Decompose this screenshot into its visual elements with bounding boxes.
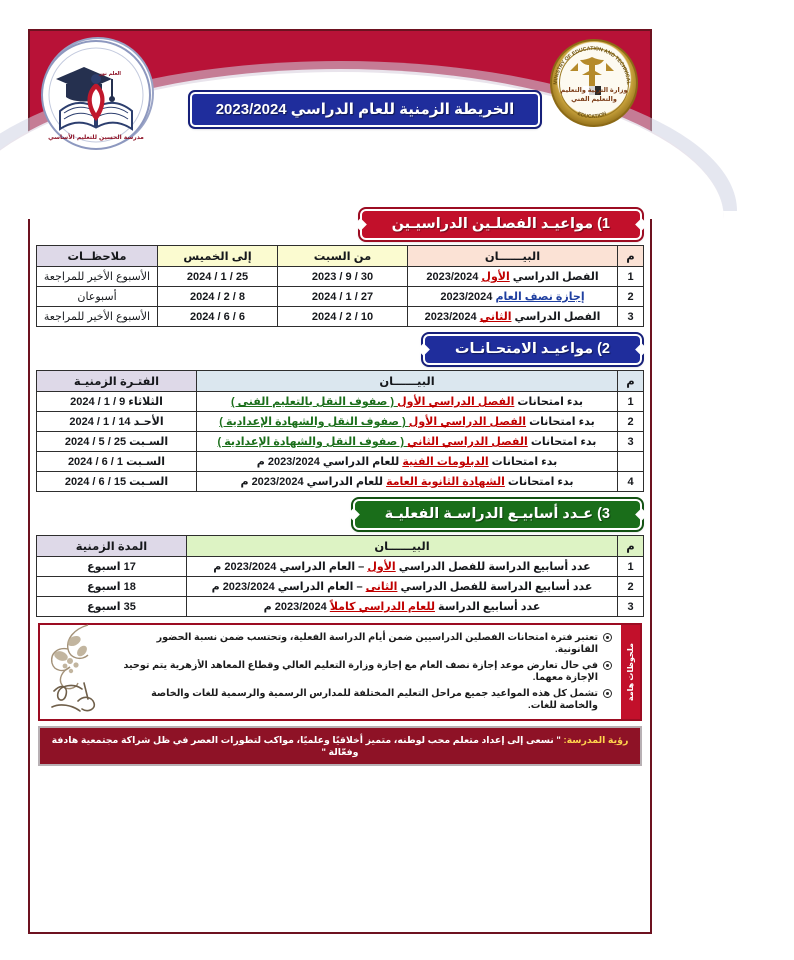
note-text: في حال تعارض موعد إجازة نصف العام مع إجازة وزارة التعليم العالي وقطاع المعاهد الأزهرية يتم توحيد الإجازة معهما. (124, 659, 599, 683)
cell-notes: الأسبوع الأخير للمراجعة (38, 267, 159, 287)
cell-bayan (198, 392, 619, 412)
cell-num: 1 (619, 267, 645, 287)
bayan-prefix: عدد أسابيع الدراسة (435, 601, 542, 613)
seal-curved-text (549, 41, 637, 129)
notes-side-label (621, 625, 641, 719)
note-text: تشمل كل هذه المواعيد جميع مراحل التعليم المختلفة للمدارس الرسمية والرسمية للغات والخاصة والخاصة للغات. (152, 687, 599, 711)
cell-num: 4 (619, 472, 645, 492)
vision-text: " نسعى إلى إعداد متعلم محب لوطنه، متميز أخلاقيًا وعلميًا، مواكب لتطورات العصر في ظل شراكة مجتمعية هادفة وفعّالة " (52, 733, 562, 758)
bayan-highlight: الثاني (480, 311, 513, 323)
section2-banner: 2) مواعيـد الامتحـانـات (424, 334, 643, 365)
table-row (38, 287, 645, 307)
cell-period: السـبت 1 / 6 / 2024 (38, 452, 198, 472)
section1-table (37, 245, 645, 327)
cell-period: السـبت 15 / 6 / 2024 (38, 472, 198, 492)
important-notes-box (39, 623, 643, 721)
cell-duration: 18 اسبوع (38, 577, 188, 597)
ministry-seal-logo (551, 39, 639, 127)
table-header-row (38, 246, 645, 267)
svg-text:EDUCATION: EDUCATION (577, 110, 609, 121)
cell-bayan (409, 267, 619, 287)
bayan-highlight-red: الدبلومات الفنية (403, 456, 490, 468)
table-row (38, 432, 645, 452)
cell-num: 2 (619, 412, 645, 432)
cell-bayan (188, 577, 619, 597)
cell-bayan (409, 307, 619, 327)
bayan-suffix: للعام الدراسي 2023/2024 م (257, 456, 404, 468)
school-emblem-icon (41, 39, 153, 151)
cell-bayan (409, 287, 619, 307)
bayan-highlight-green: ( صفوف النقل بالتعليم الفنى ) (231, 396, 399, 408)
cell-bayan (198, 412, 619, 432)
bayan-highlight: الثانى (366, 581, 399, 593)
section1-banner: 1) مواعيـد الفصلـين الدراسيـين (361, 209, 643, 240)
cell-num: 3 (619, 432, 645, 452)
section3-banner: 3) عـدد أسابيـع الدراسـة الفعليـة (354, 499, 643, 530)
col-header-bayan: البيــــــان (188, 536, 619, 557)
bayan-prefix: الفصل الدراسي (510, 271, 600, 283)
cell-from: 27 / 1 / 2024 (279, 287, 409, 307)
section3-table (37, 535, 645, 617)
cell-num: 1 (619, 557, 645, 577)
cell-num: 1 (619, 392, 645, 412)
table-header-row (38, 536, 645, 557)
cell-num: 3 (619, 597, 645, 617)
section2-table (37, 370, 645, 492)
cell-num (619, 452, 645, 472)
cell-num: 2 (619, 287, 645, 307)
notes-list (41, 625, 621, 719)
bayan-suffix: للعام الدراسي 2023/2024 م (241, 476, 388, 488)
cell-to: 8 / 2 / 2024 (159, 287, 279, 307)
school-vision-banner (39, 726, 643, 766)
cell-bayan (188, 557, 619, 577)
note-item (113, 686, 613, 714)
bayan-suffix: 2023/2024 م (264, 601, 331, 613)
bayan-prefix: عدد أسابيع الدراسة للفصل الدراسي (398, 581, 594, 593)
note-item (113, 658, 613, 686)
table-row (38, 267, 645, 287)
cell-period: الثلاثاء 9 / 1 / 2024 (38, 392, 198, 412)
document-page (29, 29, 653, 934)
bayan-highlight: للعام الدراسي كاملاً (330, 601, 436, 613)
vision-label: رؤية المدرسة: (564, 733, 630, 745)
bullet-icon (604, 661, 613, 670)
cell-duration: 35 اسبوع (38, 597, 188, 617)
cell-to: 25 / 1 / 2024 (159, 267, 279, 287)
bayan-suffix: – العام الدراسي 2023/2024 م (212, 581, 367, 593)
bayan-prefix: بدء امتحانات (515, 396, 585, 408)
table-row (38, 452, 645, 472)
svg-text:مدرسة الحسين للتعليم الأساسي: مدرسة الحسين للتعليم الأساسي (49, 134, 145, 141)
bayan-prefix: الفصل الدراسي (512, 311, 602, 323)
bayan-highlight-red: الفصل الدراسي الثاني (408, 436, 529, 448)
bayan-highlight-red: الفصل الدراسي الأول (398, 396, 516, 408)
bayan-suffix: 2023/2024 (425, 311, 481, 323)
table-row (38, 557, 645, 577)
school-emblem-logo (43, 37, 155, 149)
table-row (38, 577, 645, 597)
bullet-icon (604, 689, 613, 698)
bayan-highlight-red: الفصل الدراسي الأول (409, 416, 528, 428)
page-title (191, 92, 541, 127)
note-text: تعتبر فترة امتحانات الفصلين الدراسيين ضمن أيام الدراسة الفعلية، وتحتسب ضمن نسبة الحضور القانونية. (157, 632, 599, 655)
table-row (38, 597, 645, 617)
svg-text:العلم نور: العلم نور (99, 71, 123, 77)
cell-bayan (198, 452, 619, 472)
cell-bayan (188, 597, 619, 617)
notes-side-label-text: ملحوظات هامة (627, 642, 636, 702)
bayan-prefix: عدد أسابيع الدراسة للفصل الدراسي (396, 561, 592, 573)
table-row (38, 392, 645, 412)
cell-bayan (198, 472, 619, 492)
bayan-prefix: بدء امتحانات (505, 476, 575, 488)
table-row (38, 307, 645, 327)
cell-period: الأحـد 14 / 1 / 2024 (38, 412, 198, 432)
cell-num: 3 (619, 307, 645, 327)
bayan-highlight-red: الشهادة الثانوية العامة (387, 476, 506, 488)
bayan-prefix: بدء امتحانات (528, 436, 598, 448)
cell-num: 2 (619, 577, 645, 597)
bayan-suffix: – العام الدراسي 2023/2024 م (214, 561, 369, 573)
col-header-num: م (619, 246, 645, 267)
bayan-highlight: إجازة نصف العام (496, 291, 586, 303)
cell-from: 30 / 9 / 2023 (279, 267, 409, 287)
col-header-bayan: البيــــــان (409, 246, 619, 267)
note-item (113, 630, 613, 658)
table-row (38, 412, 645, 432)
bayan-prefix: بدء امتحانات (489, 456, 559, 468)
cell-to: 6 / 6 / 2024 (159, 307, 279, 327)
col-header-bayan: البيــــــان (198, 371, 619, 392)
col-header-notes: ملاحظــات (38, 246, 159, 267)
col-header-from: من السبت (279, 246, 409, 267)
page-title-text: الخريطة الزمنية للعام الدراسي 2023/2024 (216, 101, 516, 118)
col-header-num: م (619, 371, 645, 392)
section3-banner-wrap (37, 499, 643, 530)
cell-period: السـبت 25 / 5 / 2024 (38, 432, 198, 452)
cell-notes: الأسبوع الأخير للمراجعة (38, 307, 159, 327)
cell-duration: 17 اسبوع (38, 557, 188, 577)
cell-bayan (198, 432, 619, 452)
table-row (38, 472, 645, 492)
table-header-row (38, 371, 645, 392)
col-header-to: إلى الخميس (159, 246, 279, 267)
bayan-highlight-green: ( صفوف النقل والشهادة الإعدادية ) (220, 416, 410, 428)
bayan-prefix: بدء امتحانات (527, 416, 596, 428)
col-header-period: الفتـرة الزمنيـة (38, 371, 198, 392)
bayan-highlight-green: ( صفوف النقل والشهادة الإعدادية ) (218, 436, 409, 448)
cell-notes: أسبوعان (38, 287, 159, 307)
bayan-highlight: الأول (368, 561, 397, 573)
page-header (31, 31, 651, 141)
section2-banner-wrap (37, 334, 643, 365)
col-header-duration: المدة الزمنية (38, 536, 188, 557)
bayan-suffix: 2023/2024 (427, 271, 483, 283)
bayan-highlight: الأول (482, 271, 511, 283)
bullet-icon (604, 633, 613, 642)
document-content (31, 133, 651, 766)
bayan-suffix: 2023/2024 (441, 291, 497, 303)
ministry-seal-arabic-text: وزارة التربية والتعليم والتعليم الفني (561, 87, 629, 103)
svg-text:MINISTRY OF EDUCATION AND TECH: MINISTRY OF EDUCATION AND TECHNICAL (553, 46, 633, 85)
col-header-num: م (619, 536, 645, 557)
cell-from: 10 / 2 / 2024 (279, 307, 409, 327)
